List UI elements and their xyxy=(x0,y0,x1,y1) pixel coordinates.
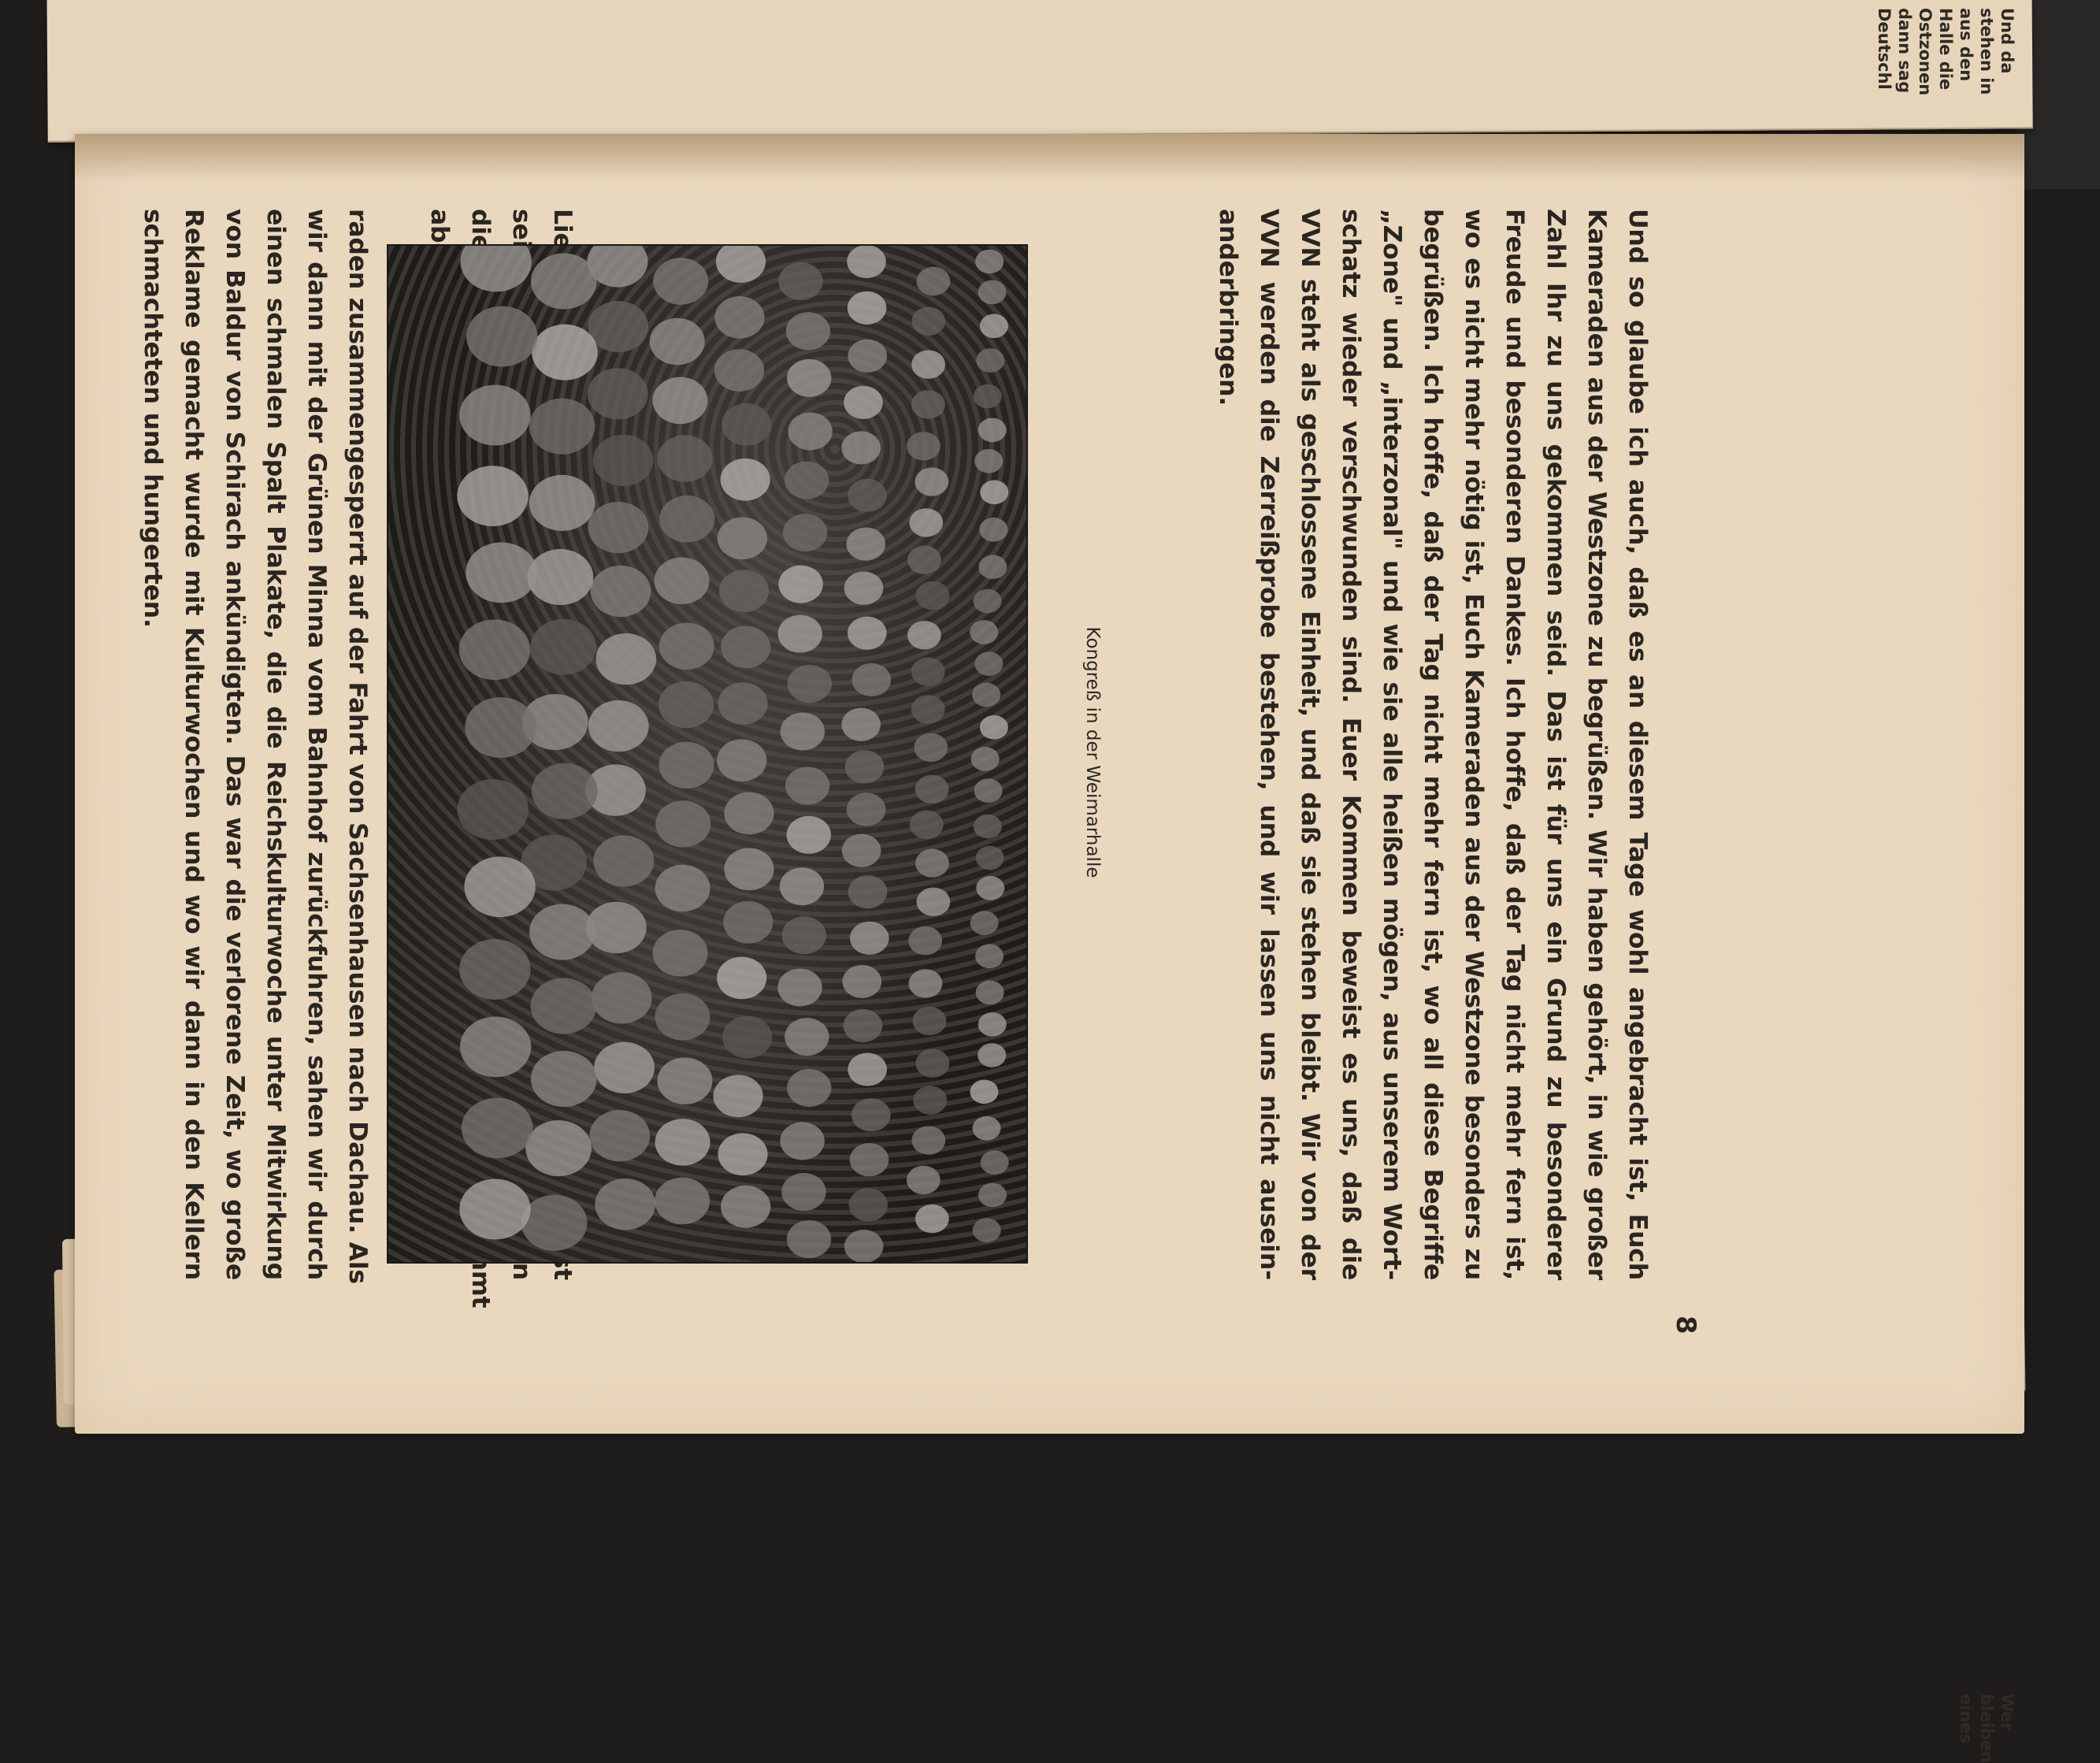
crowd-face xyxy=(466,306,537,367)
crowd-face xyxy=(459,939,530,1000)
crowd-face xyxy=(911,307,945,336)
text-line: Freude und besonderen Dankes. Ich hoffe, daß der Tag nicht mehr fern ist, xyxy=(1501,209,1529,1280)
crowd-face xyxy=(721,626,770,669)
book-page xyxy=(75,134,2024,1434)
crowd-face xyxy=(979,518,1007,542)
facing-page-snippet: Deutschl xyxy=(1875,8,1894,90)
crowd-face xyxy=(788,413,832,451)
crowd-face xyxy=(910,811,944,839)
crowd-face xyxy=(719,570,769,612)
crowd-face xyxy=(911,1126,945,1154)
crowd-face xyxy=(980,715,1008,740)
text-line: „Zone" und „interzonal" und wie sie alle heißen mögen, aus unserem Wort- xyxy=(1378,209,1406,1280)
crowd-face xyxy=(459,385,530,446)
crowd-face xyxy=(787,816,831,854)
crowd-face xyxy=(592,972,652,1023)
text-line: Kameraden aus der Westzone zu begrüßen. Wir haben gehört, in wie großer xyxy=(1582,209,1611,1280)
crowd-face xyxy=(852,1098,891,1131)
crowd-face xyxy=(653,258,708,305)
crowd-face xyxy=(915,1204,949,1233)
crowd-face xyxy=(717,739,766,781)
crowd-face xyxy=(973,1116,1001,1141)
text-line: Zahl Ihr zu uns gekommen seid. Das ist für uns ein Grund zu besonderer xyxy=(1542,209,1570,1280)
crowd-face xyxy=(849,1188,889,1221)
crowd-face xyxy=(782,916,826,954)
crowd-face xyxy=(650,318,705,366)
crowd-face xyxy=(907,1166,941,1194)
text-line: anderbringen. xyxy=(1214,209,1242,406)
crowd-face xyxy=(716,246,766,283)
photo-caption: Kongreß in der Weimarhalle xyxy=(1082,626,1103,878)
crowd-face xyxy=(588,502,648,553)
crowd-photo-image xyxy=(388,246,1026,1262)
crowd-face xyxy=(974,449,1003,473)
facing-page-snippet: stehen in xyxy=(1977,8,1996,95)
crowd-face xyxy=(975,944,1004,968)
crowd-face xyxy=(777,969,822,1007)
facing-page-snippet: Ostzonen xyxy=(1916,8,1935,96)
facing-page-snippet: aus den xyxy=(1957,8,1976,82)
crowd-face xyxy=(841,431,881,464)
crowd-face xyxy=(594,1042,655,1093)
crowd-face xyxy=(781,1173,826,1211)
text-line: wo es nicht mehr nötig ist, Euch Kameraden aus der Westzone besonders zu xyxy=(1460,209,1488,1280)
text-line: Reklame gemacht wurde mit Kulturwochen und wo wir dann in den Kellern xyxy=(180,209,208,1280)
crowd-face xyxy=(724,848,774,891)
crowd-face xyxy=(532,763,598,819)
crowd-face xyxy=(909,969,943,997)
crowd-face xyxy=(655,558,710,605)
crowd-face xyxy=(778,566,822,603)
crowd-face xyxy=(788,665,832,703)
crowd-face xyxy=(658,435,713,482)
crowd-face xyxy=(721,458,770,501)
text-line: VVN steht als geschlossene Einheit, und daß sie stehen bleibt. Wir von der xyxy=(1296,209,1324,1280)
crowd-face xyxy=(652,377,707,425)
crowd-face xyxy=(659,742,714,789)
crowd-face xyxy=(718,682,767,725)
crowd-face xyxy=(713,1075,762,1117)
crowd-face xyxy=(971,747,1000,771)
crowd-face xyxy=(909,508,943,536)
crowd-face xyxy=(842,834,881,867)
crowd-face xyxy=(978,1043,1006,1067)
crowd-face xyxy=(459,1179,530,1240)
crowd-face xyxy=(913,1086,947,1114)
crowd-face xyxy=(970,620,998,644)
crowd-face xyxy=(844,1009,883,1042)
crowd-face xyxy=(913,1007,947,1035)
crowd-face xyxy=(655,1119,711,1166)
crowd-face xyxy=(848,340,887,373)
crowd-face xyxy=(847,792,886,826)
crowd-face xyxy=(978,1183,1007,1208)
crowd-face xyxy=(981,1150,1009,1175)
page-content xyxy=(75,134,2024,1434)
crowd-face xyxy=(718,1133,767,1175)
crowd-face xyxy=(785,1018,829,1056)
crowd-face xyxy=(780,1122,824,1160)
crowd-face xyxy=(722,1016,772,1059)
crowd-face xyxy=(787,1069,831,1107)
crowd-face xyxy=(722,403,771,446)
crowd-face xyxy=(529,475,595,531)
crowd-face xyxy=(911,350,945,378)
crowd-face xyxy=(531,978,597,1034)
crowd-face xyxy=(845,750,885,783)
crowd-face xyxy=(911,695,945,723)
crowd-face xyxy=(659,622,714,670)
text-line: Und so glaube ich auch, daß es an diesem Tage wohl angebracht ist, Euch xyxy=(1623,209,1652,1280)
facing-page-snippet: Halle die xyxy=(1936,8,1955,91)
crowd-face xyxy=(464,856,535,917)
crowd-face xyxy=(972,683,1000,707)
crowd-face xyxy=(915,1049,949,1078)
crowd-face xyxy=(458,779,529,840)
crowd-face xyxy=(974,778,1003,803)
crowd-face xyxy=(848,479,887,512)
crowd-face xyxy=(970,1080,998,1104)
text-line: einen schmalen Spalt Plakate, die die Reichskulturwoche unter Mitwirkung xyxy=(262,209,290,1280)
crowd-face xyxy=(907,545,941,573)
crowd-face xyxy=(915,849,949,878)
crowd-face xyxy=(916,888,950,916)
text-line: schatz wieder verschwunden sind. Euer Kommen beweist es uns, daß die xyxy=(1337,209,1365,1280)
text-line: schmachteten und hungerten. xyxy=(139,209,167,628)
crowd-face xyxy=(593,835,654,886)
crowd-face xyxy=(657,1057,712,1104)
crowd-face xyxy=(848,617,887,650)
crowd-face xyxy=(532,325,598,380)
crowd-face xyxy=(911,390,945,418)
crowd-face xyxy=(915,581,949,610)
crowd-face xyxy=(847,246,886,278)
crowd-face xyxy=(721,1186,770,1228)
crowd-face xyxy=(462,1098,532,1159)
crowd-face xyxy=(457,466,528,526)
facing-page-snippet: eines xyxy=(1957,1694,1976,1744)
crowd-face xyxy=(717,957,766,1000)
crowd-face xyxy=(850,1143,889,1176)
crowd-face xyxy=(655,865,711,912)
crowd-face xyxy=(976,348,1004,373)
crowd-face xyxy=(591,566,651,617)
crowd-face xyxy=(915,775,949,804)
crowd-face xyxy=(914,733,948,762)
paragraph-1 xyxy=(132,209,378,1284)
crowd-face xyxy=(780,867,824,905)
crowd-face xyxy=(846,528,885,561)
crowd-face xyxy=(973,1218,1001,1242)
crowd-face xyxy=(848,1052,887,1086)
crowd-face xyxy=(783,514,827,551)
text-line: raden zusammengesperrt auf der Fahrt von Sachsenhausen nach Dachau. Als xyxy=(343,209,372,1284)
crowd-face xyxy=(714,349,764,392)
text-line: VVN werden die Zerreißprobe bestehen, und wir lassen uns nicht ausein- xyxy=(1255,209,1283,1280)
crowd-face xyxy=(460,1016,531,1077)
crowd-face xyxy=(653,930,708,977)
facing-page-snippet: Und da xyxy=(1998,8,2017,74)
crowd-face xyxy=(588,368,648,419)
crowd-face xyxy=(974,384,1002,409)
crowd-face xyxy=(917,267,951,295)
congress-photo xyxy=(387,244,1028,1264)
crowd-face xyxy=(970,911,999,935)
crowd-face xyxy=(778,262,822,300)
crowd-face xyxy=(588,301,648,352)
crowd-face xyxy=(655,993,710,1041)
crowd-face xyxy=(907,621,941,649)
crowd-face xyxy=(521,1195,588,1251)
crowd-face xyxy=(915,467,948,495)
crowd-face xyxy=(586,902,647,953)
crowd-face xyxy=(844,1230,884,1262)
crowd-face xyxy=(848,291,887,325)
crowd-face xyxy=(980,481,1008,505)
crowd-face xyxy=(844,386,883,419)
crowd-face xyxy=(785,766,829,804)
crowd-face xyxy=(842,965,881,998)
crowd-face xyxy=(978,555,1007,579)
crowd-face xyxy=(848,875,888,908)
text-line: von Baldur von Schirach ankündigten. Das war die verlorene Zeit, wo große xyxy=(221,209,249,1280)
crowd-face xyxy=(785,462,829,499)
crowd-face xyxy=(974,651,1003,676)
crowd-face xyxy=(841,708,881,741)
crowd-face xyxy=(659,495,714,543)
crowd-face xyxy=(655,1178,710,1225)
page-number: 8 xyxy=(1670,1316,1701,1334)
crowd-face xyxy=(723,901,773,944)
crowd-face xyxy=(714,296,764,339)
crowd-face xyxy=(844,572,884,605)
crowd-face xyxy=(974,589,1002,614)
crowd-face xyxy=(531,1051,597,1107)
text-line: begrüßen. Ich hoffe, daß der Tag nicht mehr fern ist, wo all diese Begriffe xyxy=(1419,209,1447,1280)
crowd-face xyxy=(595,633,656,685)
crowd-face xyxy=(974,815,1002,839)
crowd-face xyxy=(781,713,825,751)
text-line: wir dann mit der Grünen Minna vom Bahnhof zurückfuhren, sahen wir durch xyxy=(302,209,331,1280)
crowd-face xyxy=(976,876,1004,900)
facing-page-snippet: dann sag xyxy=(1895,8,1914,94)
crowd-face xyxy=(529,904,595,960)
crowd-face xyxy=(975,250,1004,274)
crowd-face xyxy=(850,922,889,955)
crowd-face xyxy=(525,1120,592,1176)
crowd-face xyxy=(588,700,649,752)
crowd-face xyxy=(531,253,597,309)
facing-page-snippet: bleiben xyxy=(1977,1694,1996,1763)
crowd-face xyxy=(911,658,945,686)
crowd-face xyxy=(976,846,1004,870)
crowd-face xyxy=(907,432,941,460)
crowd-face xyxy=(978,280,1007,305)
crowd-face xyxy=(718,517,767,559)
crowd-face xyxy=(852,663,891,696)
crowd-face xyxy=(465,697,536,758)
crowd-face xyxy=(786,312,830,350)
crowd-face xyxy=(655,800,711,847)
crowd-face xyxy=(529,399,595,455)
crowd-face xyxy=(787,359,831,397)
crowd-face xyxy=(589,1110,650,1161)
crowd-face xyxy=(978,1012,1007,1037)
crowd-face xyxy=(908,926,942,955)
crowd-face xyxy=(787,1220,831,1258)
crowd-face xyxy=(466,542,536,603)
crowd-face xyxy=(595,1178,655,1230)
crowd-face xyxy=(978,418,1007,443)
crowd-face xyxy=(528,549,594,605)
crowd-face xyxy=(593,435,654,486)
crowd-face xyxy=(530,619,596,675)
crowd-face xyxy=(976,981,1004,1005)
crowd-face xyxy=(460,246,531,291)
facing-page-snippet: Wer xyxy=(1998,1694,2017,1731)
crowd-face xyxy=(778,615,822,653)
crowd-face xyxy=(980,314,1008,339)
crowd-face xyxy=(659,681,714,729)
crowd-face xyxy=(459,619,530,680)
crowd-face xyxy=(724,792,774,835)
paragraph-3 xyxy=(1208,209,1658,1280)
